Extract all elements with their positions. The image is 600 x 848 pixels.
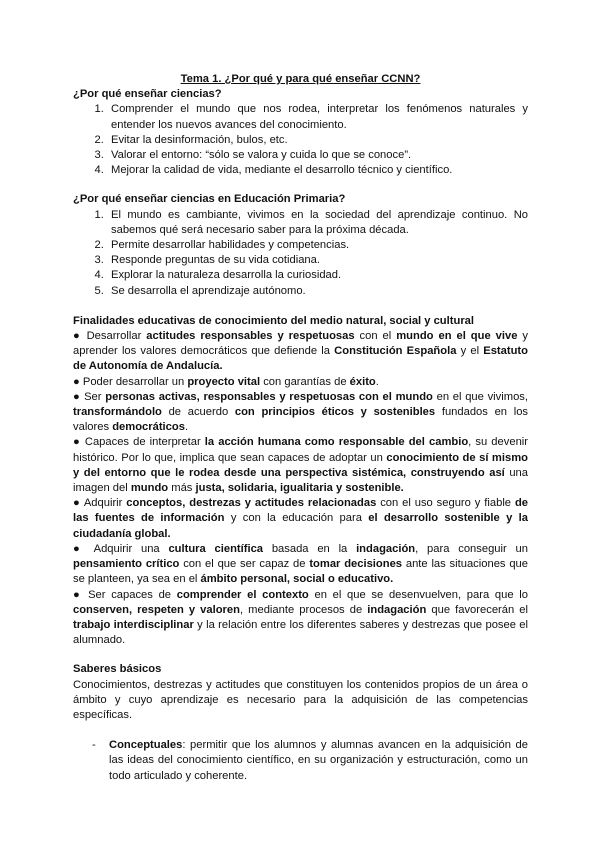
list-item: 1. Comprender el mundo que nos rodea, interpretar los fenómenos naturales y entender los nuevos avances del conocimiento.: [107, 102, 528, 132]
bullet-paragraph-4: ● Capaces de interpretar la acción humana como responsable del cambio, su devenir histórico. Por lo que, implica que sean capaces de adoptar un conocimiento de sí mismo y del entorno que le rodea desde una perspectiva sistémica, construyendo así una imagen del mundo más justa, solidaria, igualitaria y sostenible.: [73, 436, 529, 495]
dash-marker: -: [92, 739, 96, 752]
dash-list-item: [92, 738, 528, 784]
list-item: 4. Explorar la naturaleza desarrolla la curiosidad.: [107, 268, 528, 283]
dash-item-text: : permitir que los alumnos y alumnas avancen en la adquisición de las ideas del conocimiento científico, en su organización y estructuración, como un todo articulado y coherente.: [109, 739, 528, 782]
dash-item-term: Conceptuales: [109, 739, 183, 752]
section-heading-saberes: Saberes básicos: [73, 663, 162, 676]
bullet-paragraph-2: ● Poder desarrollar un proyecto vital con garantías de éxito.: [73, 375, 379, 388]
why-science-list: [73, 102, 528, 178]
list-item: 2. Permite desarrollar habilidades y competencias.: [107, 238, 528, 253]
saberes-paragraph: Conocimientos, destrezas y actitudes que constituyen los contenidos propios de un área o ámbito y cuyo aprendizaje es necesario para la adquisición de las competencias específicas.: [73, 678, 528, 721]
list-item: 3. Valorar el entorno: “sólo se valora y cuida lo que se conoce”.: [107, 148, 528, 163]
list-item: 5. Se desarrolla el aprendizaje autónomo.: [107, 284, 528, 299]
page-title: Tema 1. ¿Por qué y para qué enseñar CCNN?: [180, 73, 421, 85]
bullet-paragraph-1: ● Desarrollar actitudes responsables y respetuosas con el mundo en el que vive y aprender los valores democráticos que defiende la Constitución Española y el Estatuto de Autonomía de Andalucía.: [73, 330, 529, 373]
document-page: [73, 72, 528, 784]
list-item: 4. Mejorar la calidad de vida, mediante el desarrollo técnico y científico.: [107, 163, 528, 178]
list-item: 2. Evitar la desinformación, bulos, etc.: [107, 133, 528, 148]
bullet-paragraph-5: ● Adquirir conceptos, destrezas y actitudes relacionadas con el uso seguro y fiable de las fuentes de información y con la educación para el desarrollo sostenible y la ciudadanía global.: [73, 497, 528, 540]
list-item: 3. Responde preguntas de su vida cotidiana.: [107, 253, 528, 268]
section-heading-primary: ¿Por qué enseñar ciencias en Educación Primaria?: [73, 193, 346, 206]
section-heading-finalidades: Finalidades educativas de conocimiento del medio natural, social y cultural: [73, 314, 474, 327]
bullet-paragraph-7: ● Ser capaces de comprender el contexto en el que se desenvuelven, para que lo conserven, respeten y valoren, mediante procesos de indagación que favorecerán el trabajo interdisciplinar y la relación entre los diferentes saberes y destrezas que posee el alumnado.: [73, 588, 529, 647]
bullet-paragraph-6: ● Adquirir una cultura científica basada en la indagación, para conseguir un pensamiento crítico con el que ser capaz de tomar decisiones ante las situaciones que se planteen, ya sea en el ámbito personal, social o educativo.: [73, 542, 528, 586]
list-item: 1. El mundo es cambiante, vivimos en la sociedad del aprendizaje continuo. No sabemos qué será necesario saber para la próxima década.: [107, 208, 528, 238]
bullet-paragraph-3: ● Ser personas activas, responsables y respetuosas con el mundo en el que vivimos, transformándolo de acuerdo con principios éticos y sostenibles fundados en los valores democráticos.: [73, 390, 529, 434]
primary-list: [73, 208, 528, 299]
section-heading-why-science: ¿Por qué enseñar ciencias?: [73, 88, 222, 101]
